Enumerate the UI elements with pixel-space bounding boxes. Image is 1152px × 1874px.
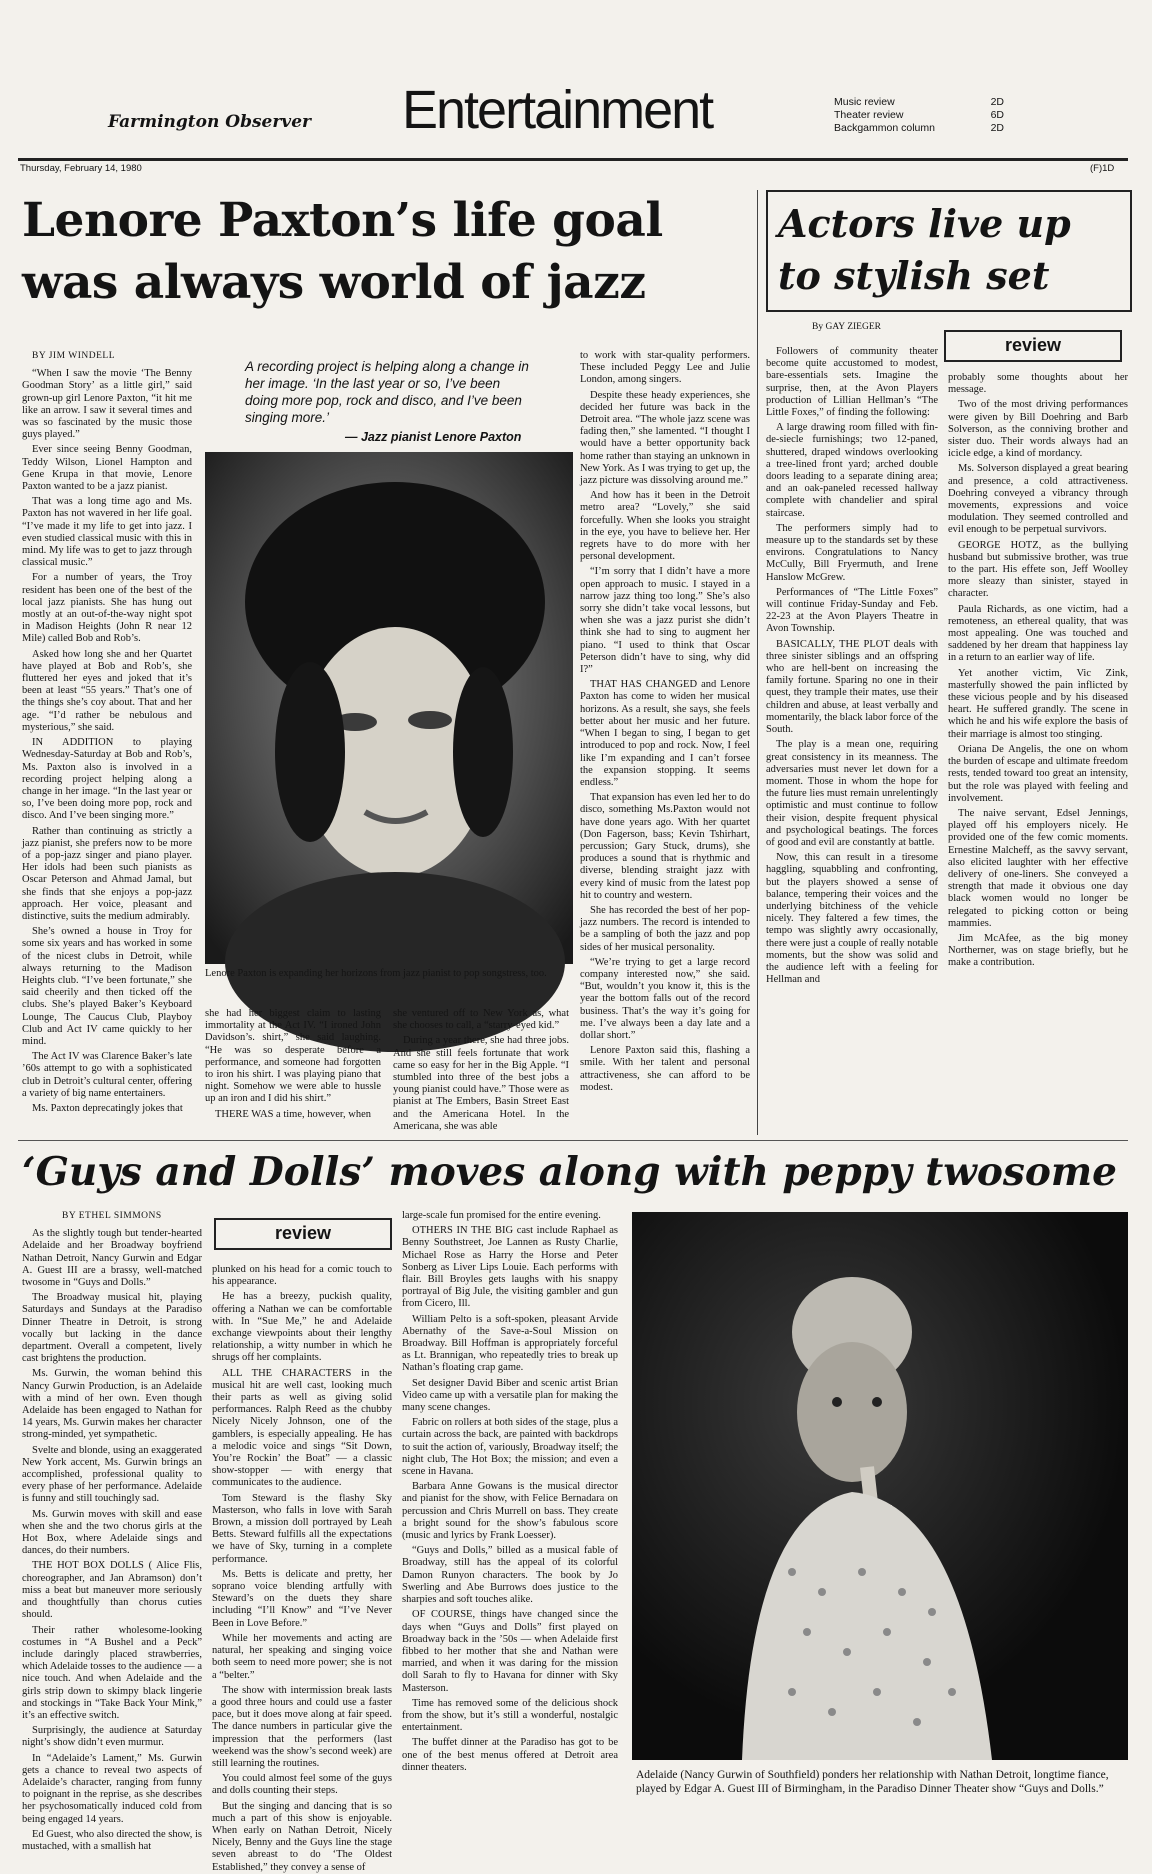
section-title: Entertainment bbox=[402, 80, 713, 140]
paragraph: Barbara Anne Gowans is the musical director and pianist for the show, with Felice Bernadara on percussion and Chris Murrell on bass. They create a bright sound for the show’s fabulous score (music and lyrics by Frank Loesser). bbox=[402, 1481, 618, 1542]
paragraph: Ms. Solverson displayed a great bearing and presence, a cold attractiveness. Doehring conveyed a vibrancy through movements, expressions and voice modulation. They seemed controlled and evil enough to be perpetual survivors. bbox=[948, 463, 1128, 536]
paxton-column-3 bbox=[393, 1008, 569, 1133]
pullquote-attribution: — Jazz pianist Lenore Paxton bbox=[345, 430, 522, 444]
paragraph: Set designer David Biber and scenic artist Brian Video came up with a versatile plan for making the many scene changes. bbox=[402, 1377, 618, 1414]
foxes-headline-line-1: Actors live up bbox=[778, 201, 1071, 246]
paragraph: Ms. Paxton deprecatingly jokes that bbox=[32, 1102, 183, 1114]
paragraph: Svelte and blonde, using an exaggerated New York accent, Ms. Gurwin brings an accomplished, professional quality to every phase of her performance. Adelaide is funny and still touchingly sad. bbox=[22, 1444, 202, 1505]
index-row: Backgammon column 2D bbox=[834, 122, 1004, 134]
paragraph: While her movements and acting are natural, her speaking and singing voice both seem to need more power; she is not a “belter.” bbox=[212, 1632, 392, 1681]
foxes-headline-line-2: to stylish set bbox=[778, 253, 1050, 298]
paragraph: plunked on his head for a comic touch to his appearance. bbox=[212, 1264, 392, 1288]
paragraph: Tom Steward is the flashy Sky Masterson, who falls in love with Sarah Brown, a mission doll portrayed by Leah Betts. Steward fulfills all the expectations we have of Sky, turning in a complete performance. bbox=[212, 1492, 392, 1565]
guys-column-2 bbox=[212, 1264, 392, 1873]
column-rule-vertical bbox=[757, 190, 758, 1135]
paragraph: The naive servant, Edsel Jennings, played off his employers nicely. He provided one of the few comic moments. Ernestine Malcheff, as the savvy servant, also elicited laughter with her effective delivery of one-liners. She conveyed a strength that made it obvious one day black women would no longer be relegated to picking cotton or being mammies. bbox=[948, 807, 1128, 929]
paxton-column-1 bbox=[22, 350, 192, 1135]
pullquote-text: A recording project is helping along a change in her image. ‘In the last year or so, I’ve been doing more pop, rock and disco, and I’ve been singing more.’ bbox=[245, 359, 529, 425]
masthead-rule bbox=[18, 158, 1128, 161]
index-row: Theater review 6D bbox=[834, 109, 1004, 121]
paragraph: “I’m sorry that I didn’t have a more open approach to music. I stayed in a narrow jazz thing too long.” She’s also sorry she didn’t take vocal lessons, but when she was a jazz purist she didn’t think she had to sing to augment her piano. “I used to think that Oscar Peterson didn’t have to sing, why did I?” bbox=[580, 566, 750, 676]
paragraph: In “Adelaide’s Lament,” Ms. Gurwin gets a chance to reveal two aspects of Adelaide’s character, ranging from funny to poignant in the reprise, as she describes her psychosomatically induced cold from being engaged 14 years. bbox=[22, 1752, 202, 1825]
paragraph: THAT HAS CHANGED and Lenore Paxton has come to widen her musical horizons. As a result, she says, she feels better about her music and her future. “When I began to sing, I began to get introduced to pop and rock. Now, I feel like I’m expanding and I can’t forsee the expansion stopping. It seems endless.” bbox=[580, 679, 750, 788]
paxton-headline-line-1: Lenore Paxton’s life goal bbox=[22, 193, 663, 248]
paragraph: But the singing and dancing that is so much a part of this show is enjoyable. When early on Nathan Detroit, Nicely Nicely, Benny and the Guys line the stage seven abreast to do ‘The Oldest Established,” they convey a sense of bbox=[212, 1800, 392, 1873]
paragraph: She’s owned a house in Troy for some six years and has worked in some of the nicest clubs in Detroit, while always returning to the Madison Heights club. “I’ve been fortunate,” she said cheerily and then ticked off the clubs. She’s played Baker’s Keyboard Lounge, The Caucus Club, Playboy Club and Act IV came quickly to her mind. bbox=[22, 926, 192, 1047]
paragraph: Performances of “The Little Foxes” will continue Friday-Sunday and Feb. 22-23 at the Avon Players Theatre in Avon Township. bbox=[766, 586, 938, 635]
paragraph: Ms. Betts is delicate and pretty, her soprano voice blending artfully with Steward’s on the duets they share including “I’ll Know” and “I’ve Never Been in Love Before.” bbox=[212, 1568, 392, 1629]
paragraph: Surprisingly, the audience at Saturday night’s show didn’t even murmur. bbox=[22, 1725, 202, 1749]
paragraph: “We’re trying to get a large record company interested now,” she said. “But, wouldn’t you know it, this is the year the bottom falls out of the record business. That’s the way it’s going for me. I’ve always been a day late and a dollar short.” bbox=[580, 956, 750, 1041]
paragraph: The Act IV was Clarence Baker’s late ’60s attempt to go with a sophisticated club in Detroit’s cultural center, offering a variety of big name entertainers. bbox=[22, 1051, 192, 1099]
paxton-headline-line-2: was always world of jazz bbox=[22, 255, 646, 310]
paragraph: to work with star-quality performers. These included Peggy Lee and Julie London, among singers. bbox=[580, 350, 750, 386]
adelaide-image bbox=[632, 1212, 1128, 1760]
paragraph: OTHERS IN THE BIG cast include Raphael as Benny Southstreet, Joe Lannen as Rusty Charlie, Michael Rose as Harry the Horse and Peter Sonberg as Liver Lips Louie. Each performs with flair. Bill Broyles gets laughs with his snappy portrayal of Big Jule, the visiting gambler and gun from Cicero, Ill. bbox=[402, 1225, 618, 1310]
issue-date: Thursday, February 14, 1980 bbox=[20, 163, 142, 174]
paragraph: The play is a mean one, requiring great consistency in its meanness. The adversaries must never let down for a moment. Those in whom the hope for the future lies must remain unrelentingly optimistic and must continue to follow their vision, despite frequent physical and psychological beatings. The forces of good and evil are constantly at battle. bbox=[766, 739, 938, 848]
paragraph: Oriana De Angelis, the one on whom the burden of escape and ultimate freedom rests, tended toward too great an intensity, but the role was played with feeling and involvement. bbox=[948, 743, 1128, 804]
page-code: (F)1D bbox=[1090, 163, 1115, 174]
adelaide-photo bbox=[632, 1212, 1128, 1760]
foxes-column-1 bbox=[766, 346, 938, 1136]
paragraph: GEORGE HOTZ, as the bullying husband but submissive brother, was true to the part. His effete son, Jeff Woolley more sleazy than sinister, stayed in character. bbox=[948, 539, 1128, 600]
paragraph: OF COURSE, things have changed since the days when “Guys and Dolls” first played on Broadway back in the ’50s — when Adelaide first fibbed to her mother that she and Nathan were married, and when it was daring for the mission doll Sarah to fly to Havana for dinner with Sky Masterson. bbox=[402, 1609, 618, 1694]
paragraph: As the slightly tough but tender-hearted Adelaide and her Broadway boyfriend Nathan Detroit, Nancy Gurwin and Edgar A. Guest III are a brassy, well-matched twosome in “Guys and Dolls.” bbox=[22, 1228, 202, 1289]
paragraph: William Pelto is a soft-spoken, pleasant Arvide Abernathy of the Save-a-Soul Mission on Broadway. Bill Hoffman is appropriately forceful as Lt. Brannigan, who repeatedly tries to break up Nathan’s floating crap game. bbox=[402, 1313, 618, 1374]
paragraph: Paula Richards, as one victim, had a remoteness, an ethereal quality, that was most appealing. One was touched and saddened by her dream that happiness lay in a return to an earlier way of life. bbox=[948, 603, 1128, 664]
foxes-byline: By GAY ZIEGER bbox=[812, 322, 881, 332]
paragraph: she had her biggest claim to lasting immortality at the Act IV. “I ironed John Davidson’s. shirt,” she said laughing. “He was so desperate before a performance, and someone had forgotten to iron his shirt. I was playing piano that night. Somehow we were able to hussle up an iron and I did his shirt.” bbox=[205, 1008, 381, 1105]
paragraph: Ms. Gurwin moves with skill and ease when she and the two chorus girls at the Hot Box, where Adelaide sings and dances, do their numbers. bbox=[22, 1508, 202, 1557]
paragraph: Now, this can result in a tiresome haggling, squabbling and confronting, but the players showed a sense of balance, tempering their voices and the underlying bitchiness of the vehicle nicely. They faltered a few times, the tempo was slightly awry occasionally, there were just a couple of really notable moments, but the show was solid and the audience left with a feeling for Hellman and bbox=[766, 852, 938, 986]
paragraph: Rather than continuing as strictly a jazz pianist, she prefers now to be more of a pop-jazz singer and piano player. Her idols had been such pianists as Oscar Peterson and Ahmad Jamal, but she finds that she enjoys a pop-jazz approach. Her voice, pleasant and distinctive, suits the medium admirably. bbox=[22, 825, 192, 922]
paragraph: That was a long time ago and Ms. Paxton has not wavered in her life goal. “I’ve made it my life to get into jazz. I even studied classical music with this in mind. My life was to get to jazz through classical music.” bbox=[22, 496, 192, 569]
foxes-column-2 bbox=[948, 372, 1128, 1136]
paragraph: she ventured off to New York as, what she chooses to call, a “starry-eyed kid.” bbox=[393, 1008, 569, 1032]
paragraph: During a year there, she had three jobs. And she still feels fortunate that work came so easy for her in the Big Apple. “I stumbled into three of the best jobs a young pianist could have.” Those were as pianist at The Embers, Basin Street East and the Americana Hotel. In the Americana, she was able bbox=[393, 1035, 569, 1132]
paragraph: “When I saw the movie ‘The Benny Goodman Story’ as a little girl,” said grown-up girl Lenore Paxton, “it hit me like an arrow. I saw it several times and was so fascinated by the music those guys played.” bbox=[22, 368, 192, 441]
paragraph: Time has removed some of the delicious shock from the show, but it’s still a wonderful, nostalgic entertainment. bbox=[402, 1697, 618, 1734]
guys-column-1 bbox=[22, 1210, 202, 1858]
guys-byline: BY ETHEL SIMMONS bbox=[62, 1211, 162, 1221]
guys-column-3 bbox=[402, 1210, 618, 1858]
foxes-headline-box bbox=[766, 190, 1132, 312]
paxton-headline bbox=[22, 190, 762, 314]
paxton-photo bbox=[205, 452, 573, 964]
paragraph: He has a breezy, puckish quality, offering a Nathan we can be comfortable with. In “Sue Me,” he and Adelaide exchange viewpoints about their lengthy relationship, a witty number in which he shrugs off her complaints. bbox=[212, 1291, 392, 1364]
paragraph: Ed Guest, who also directed the show, is mustached, with a smallish hat bbox=[22, 1828, 202, 1852]
paragraph: Two of the most driving performances were given by Bill Doehring and Barb Solverson, as the conniving brother and sister duo. Their words always had an icicle edge, a kind of mordancy. bbox=[948, 399, 1128, 460]
paragraph: “Guys and Dolls,” billed as a musical fable of Broadway, still has the appeal of its colorful Damon Runyon characters. The book by Jo Swerling and Abe Burrows does justice to the sharpies and soft touches alike. bbox=[402, 1545, 618, 1606]
paragraph: Followers of community theater become quite accustomed to modest, bare-essentials sets. Imagine the surprise, then, at the Avon Players production of Lillian Hellman’s “The Little Foxes,” of finding the following: bbox=[766, 346, 938, 419]
paragraph: ALL THE CHARACTERS in the musical hit are well cast, looking much their parts as well as giving solid performances. Ralph Reed as the chubby Nicely Nicely Johnson, one of the gamblers, is especially appealing. He has a melodic voice and sings “Sit Down, You’re Rockin’ the Boat” — a classic show-stopper — with energy that communicates to the audience. bbox=[212, 1367, 392, 1489]
section-divider bbox=[18, 1140, 1128, 1141]
paragraph: Yet another victim, Vic Zink, masterfully showed the pain inflicted by these vicious people and by his diseased heart. He suffered grandly. The scene in which he and his wife explore the basis of their marriage is almost too stinging. bbox=[948, 667, 1128, 740]
paper-name: Farmington Observer bbox=[108, 112, 311, 132]
paragraph: Lenore Paxton said this, flashing a smile. With her talent and personal attractiveness, she can afford to be modest. bbox=[580, 1045, 750, 1093]
paragraph: And how has it been in the Detroit metro area? “Lovely,” she said forcefully. When she looks you straight in the eye, you have to believe her. Her regrets have to do more with her personal development. bbox=[580, 490, 750, 563]
paragraph: The show with intermission break lasts a good three hours and could use a faster pace, but it does move along at fair speed. The dance numbers in particular give the impression that the performers (last weekend was the show’s second week) are still learning the routines. bbox=[212, 1684, 392, 1769]
paragraph: Despite these heady experiences, she decided her future was back in the Detroit area. “The whole jazz scene was fading then,” she lamented. “I thought I would have a better opportunity back home rather than staying an unknown in New York. As I was trying to get up, the jazz picture was dissolving around me.” bbox=[580, 389, 750, 487]
paxton-column-2 bbox=[205, 1008, 381, 1133]
paragraph: Their rather wholesome-looking costumes in “A Bushel and a Peck” include daringly placed strawberries, which Adelaide tosses to the audience — a nice touch. And when Adelaide and the girls strip down to skimpy black lingerie and stockings in “Take Back Your Mink,” it’s an effective switch. bbox=[22, 1624, 202, 1721]
paxton-photo-caption: Lenore Paxton is expanding her horizons from jazz pianist to pop songstress, too. bbox=[205, 968, 547, 979]
paragraph: large-scale fun promised for the entire evening. bbox=[402, 1210, 601, 1221]
paxton-column-4 bbox=[580, 350, 750, 1135]
paragraph: The performers simply had to measure up to the standards set by these environs. Congratulations to Nancy McCully, Bill Fryermuth, and Irene Hanslow McGrew. bbox=[766, 522, 938, 583]
paragraph: BASICALLY, THE PLOT deals with three sinister siblings and an offspring who are hell-bent on increasing the family fortune. Sparing no one in their quest, they trample their mates, use their children and abuse, at least verbally and momentarily, the black labor force of the South. bbox=[766, 638, 938, 736]
paragraph: Asked how long she and her Quartet have played at Bob and Rob’s, she fluttered her eyes and joked that it’s been at least “55 years.” That’s one of the things she’s coy about. That and her age. “I’d rather be nebulous and mysterious,” she said. bbox=[22, 648, 192, 733]
paragraph: A large drawing room filled with fin-de-siecle furnishings; two 12-paned, shuttered, draped windows overlooking a tree-lined front yard; arched double doors leading to a separate dining area; and an oak-paneled recessed hallway complete with chandelier and spiral staircase. bbox=[766, 422, 938, 519]
paragraph: THERE WAS a time, however, when bbox=[215, 1108, 371, 1120]
paxton-pullquote bbox=[245, 358, 535, 446]
masthead bbox=[0, 0, 1152, 175]
paragraph: That expansion has even led her to do disco, something Ms.Paxton would not have done years ago. With her quartet (Don Fagerson, bass; Kevin Tshirhart, percussion; Gary Stuck, drums), she produces a sound that is rhythmic and diverse, blending straight jazz with every kind of music from the latest pop hit to country and western. bbox=[580, 792, 750, 901]
paragraph: The buffet dinner at the Paradiso has got to be one of the best menus offered at Detroit area dinner theaters. bbox=[402, 1737, 618, 1773]
paxton-byline: BY JIM WINDELL bbox=[32, 351, 115, 361]
paragraph: IN ADDITION to playing Wednesday-Saturday at Bob and Rob’s, Ms. Paxton also is involved in a recording project helping along a change in her image. “In the last year or so, I’ve been doing more pop, rock and disco. And I’ve been singing more.” bbox=[22, 737, 192, 822]
paragraph: THE HOT BOX DOLLS ( Alice Flis, choreographer, and Jan Abramson) don’t miss a beat but maneuver more seriously and thoughtfully than chorus cuties should. bbox=[22, 1560, 202, 1621]
paragraph: Ms. Gurwin, the woman behind this Nancy Gurwin Production, is an Adelaide with a mind of her own. Even though Adelaide has been engaged to Nathan for 14 years, Ms. Gurwin makes her character strong-minded, yet sympathetic. bbox=[22, 1368, 202, 1441]
index-row: Music review 2D bbox=[834, 96, 1004, 108]
paragraph: Ever since seeing Benny Goodman, Teddy Wilson, Lionel Hampton and Gene Krupa in that movie, Lenore Paxton wanted to be a jazz pianist. bbox=[22, 444, 192, 493]
foxes-review-label: review bbox=[944, 330, 1122, 362]
paragraph: probably some thoughts about her message. bbox=[948, 372, 1128, 396]
paragraph: Jim McAfee, as the big money Northerner, was on stage briefly, but he make a contribution. bbox=[948, 932, 1128, 969]
portrait-image bbox=[205, 452, 573, 964]
paragraph: For a number of years, the Troy resident has been one of the best of the local jazz pianists. She has hung out mostly at an out-of-the-way night spot in Madison Heights (John R near 12 Mile) called Bob and Rob’s. bbox=[22, 572, 192, 645]
guys-review-label: review bbox=[214, 1218, 392, 1250]
section-index bbox=[834, 96, 1004, 135]
adelaide-photo-caption: Adelaide (Nancy Gurwin of Southfield) ponders her relationship with Nathan Detroit, longtime fiance, played by Edgar A. Guest III of Birmingham, in the Paradiso Dinner Theater show “Guys and Dolls.” bbox=[636, 1769, 1109, 1795]
paragraph: The Broadway musical hit, playing Saturdays and Sundays at the Paradiso Dinner Theatre in Detroit, is strong vocally but lacking in the dance department. Overall a competent, lively cast brightens the production. bbox=[22, 1292, 202, 1365]
guys-headline: ‘Guys and Dolls’ moves along with peppy twosome bbox=[22, 1149, 1117, 1195]
paragraph: You could almost feel some of the guys and dolls counting their steps. bbox=[212, 1773, 392, 1797]
paragraph: Fabric on rollers at both sides of the stage, plus a curtain across the back, are painted with backdrops to suit the action of, variously, Broadway itself; the night club, The Hot Box; the mission; and even a scene in Havana. bbox=[402, 1417, 618, 1478]
paragraph: She has recorded the best of her pop-jazz numbers. The record is intended to be a sampling of both the jazz and pop sides of her musical personality. bbox=[580, 904, 750, 953]
